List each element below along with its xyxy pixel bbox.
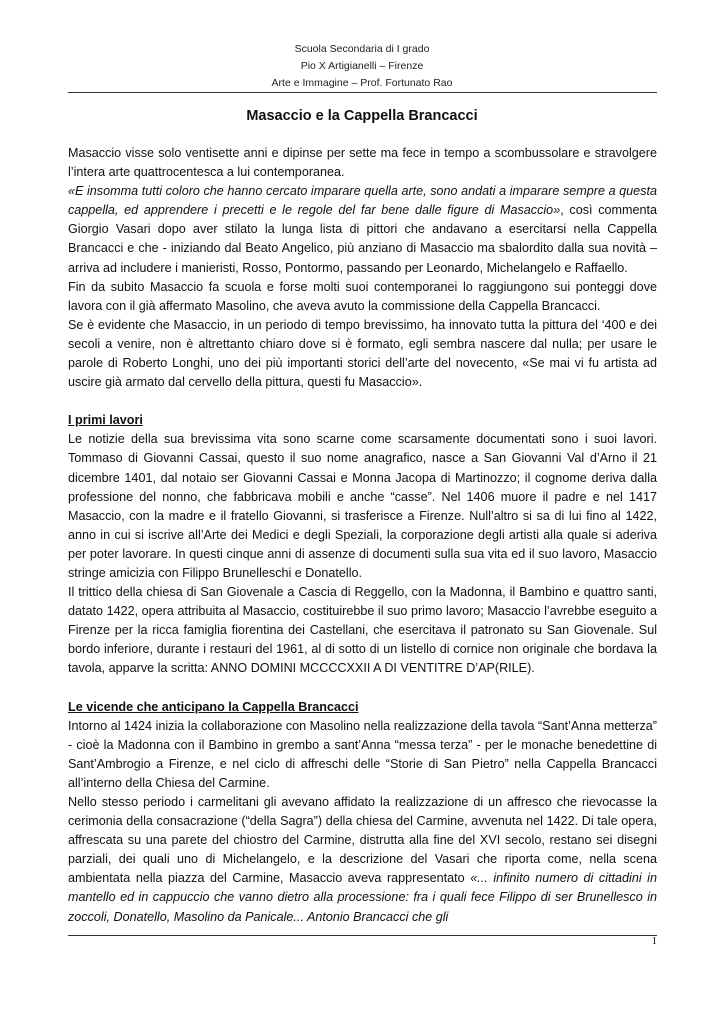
section1-paragraph-2: Il trittico della chiesa di San Giovenale a Cascia di Reggello, con la Madonna, il Bambino e quattro santi, datato 1422, opera attribuita al Masaccio, costituirebbe il suo primo lavoro; Masaccio l’avrebbe eseguito a Firenze per la ricca famiglia fiorentina dei Castellani, che esercitava il patronato su San Giovenale. Sul bordo inferiore, durante i restauri del 1961, al di sotto di un listello di cornice non originale che bordava la tavola, apparve la scritta: ANNO DOMINI MCCCCXXII A DI VENTITRE D’AP(RILE). xyxy=(68,585,657,676)
footer-rule xyxy=(68,935,657,936)
paragraph-gap xyxy=(68,679,657,698)
vasari-quote: «E insomma tutti coloro che hanno cercato imparare quella arte, sono andati a imparare sempre a questa cappella, ed apprendere i precetti e le regole del far bene dalle figure di Masaccio» xyxy=(68,184,657,218)
header-rule xyxy=(68,92,657,93)
header-institute: Pio X Artigianelli – Firenze xyxy=(300,60,424,72)
vasari-description-quote: «... infinito numero di cittadini in mantello ed in cappuccio che vanno dietro alla processione: fra i quali fece Filippo di ser Brunellesco in zoccoli, Donatello, Masolino da Panicale... Antonio Brancacci che gli xyxy=(68,871,657,924)
header-school: Scuola Secondaria di I grado xyxy=(294,43,430,55)
section-heading-vicende: Le vicende che anticipano la Cappella Brancacci xyxy=(68,699,359,714)
intro-paragraph-1: Masaccio visse solo ventisette anni e dipinse per sette ma fece in tempo a scombussolare e stravolgere l’intera arte quattrocentesca a lui contemporanea. xyxy=(68,146,657,180)
document-title: Masaccio e la Cappella Brancacci xyxy=(246,108,478,124)
section2-paragraph-2 xyxy=(68,793,657,927)
document-body xyxy=(68,144,657,927)
vasari-comment: , così commenta Giorgio Vasari dopo aver stilato la lunga lista di pittori che andavano a esercitarsi nella Cappella Brancacci e che - iniziando dal Beato Angelico, più anziano di Masaccio ma sbalordito dalla sua novità – arriva ad includere i manieristi, Rosso, Pontormo, passando per Leonardo, Michelangelo e Raffaello. xyxy=(68,203,657,275)
intro-paragraph-3: Fin da subito Masaccio fa scuola e forse molti suoi contemporanei lo raggiungono sui ponteggi dove lavora con il già affermato Masolino, che aveva avuto la commissione della Cappella Brancacci. xyxy=(68,279,657,313)
document-header xyxy=(0,41,724,92)
section1-paragraph-1: Le notizie della sua brevissima vita sono scarne come scarsamente documentati sono i suoi lavori. Tommaso di Giovanni Cassai, questo il suo nome anagrafico, nasce a San Giovanni Val d’Arno il 21 dicembre 1401, dal notaio ser Giovanni Cassai e Monna Jacopa di Martinozzo; il cognome deriva dalla professione del nonno, che fabbricava mobili e anche “casse”. Nel 1406 muore il padre e nel 1417 Masaccio, con la madre e il fratello Giovanni, si trasferisce a Firenze. Null’altro si sa di lui fino al 1422, anno in cui si iscrive all’Arte dei Medici e degli Speziali, la corporazione degli artisti alla quale si aderiva per poter lavorare. In questi cinque anni di assenze di documenti sulla sua vita ed il suo lavoro, Masaccio stringe amicizia con Filippo Brunelleschi e Donatello. xyxy=(68,432,657,580)
section2-text: Nello stesso periodo i carmelitani gli avevano affidato la realizzazione di un affresco che rievocasse la cerimonia della consacrazione (“della Sagra”) della chiesa del Carmine, avvenuta nel 1422. Di tale opera, affrescata su una parete del chiostro del Carmine, distrutta alla fine del XVI secolo, restano sei disegni parziali, dei quali uno di Michelangelo, e la descrizione del Vasari che riporta come, nella scena ambientata nella piazza del Carmine, Masaccio aveva rappresentato xyxy=(68,795,657,886)
intro-paragraph-2 xyxy=(68,182,657,277)
paragraph-gap xyxy=(68,392,657,411)
page-number: 1 xyxy=(651,936,657,947)
section2-paragraph-1: Intorno al 1424 inizia la collaborazione con Masolino nella realizzazione della tavola “Sant’Anna metterza” - cioè la Madonna con il Bambino in grembo a sant’Anna “messa terza” - per le monache benedettine di Sant’Ambrogio a Firenze, e nel ciclo di affreschi delle “Storie di San Pietro” nella Cappella Brancacci all’interno della Chiesa del Carmine. xyxy=(68,718,657,790)
intro-paragraph-4: Se è evidente che Masaccio, in un periodo di tempo brevissimo, ha innovato tutta la pittura del ‘400 e dei secoli a venire, non è altrettanto chiaro dove si è formato, egli sembra nascere dal nulla; per usare le parole di Roberto Longhi, uno dei più importanti storici dell’arte del novecento, «Se mai vi fu artista ad uscire già armato dal cervello della pittura, questi fu Masaccio». xyxy=(68,317,657,390)
header-course: Arte e Immagine – Prof. Fortunato Rao xyxy=(271,77,453,89)
section-heading-primi-lavori: I primi lavori xyxy=(68,413,143,428)
